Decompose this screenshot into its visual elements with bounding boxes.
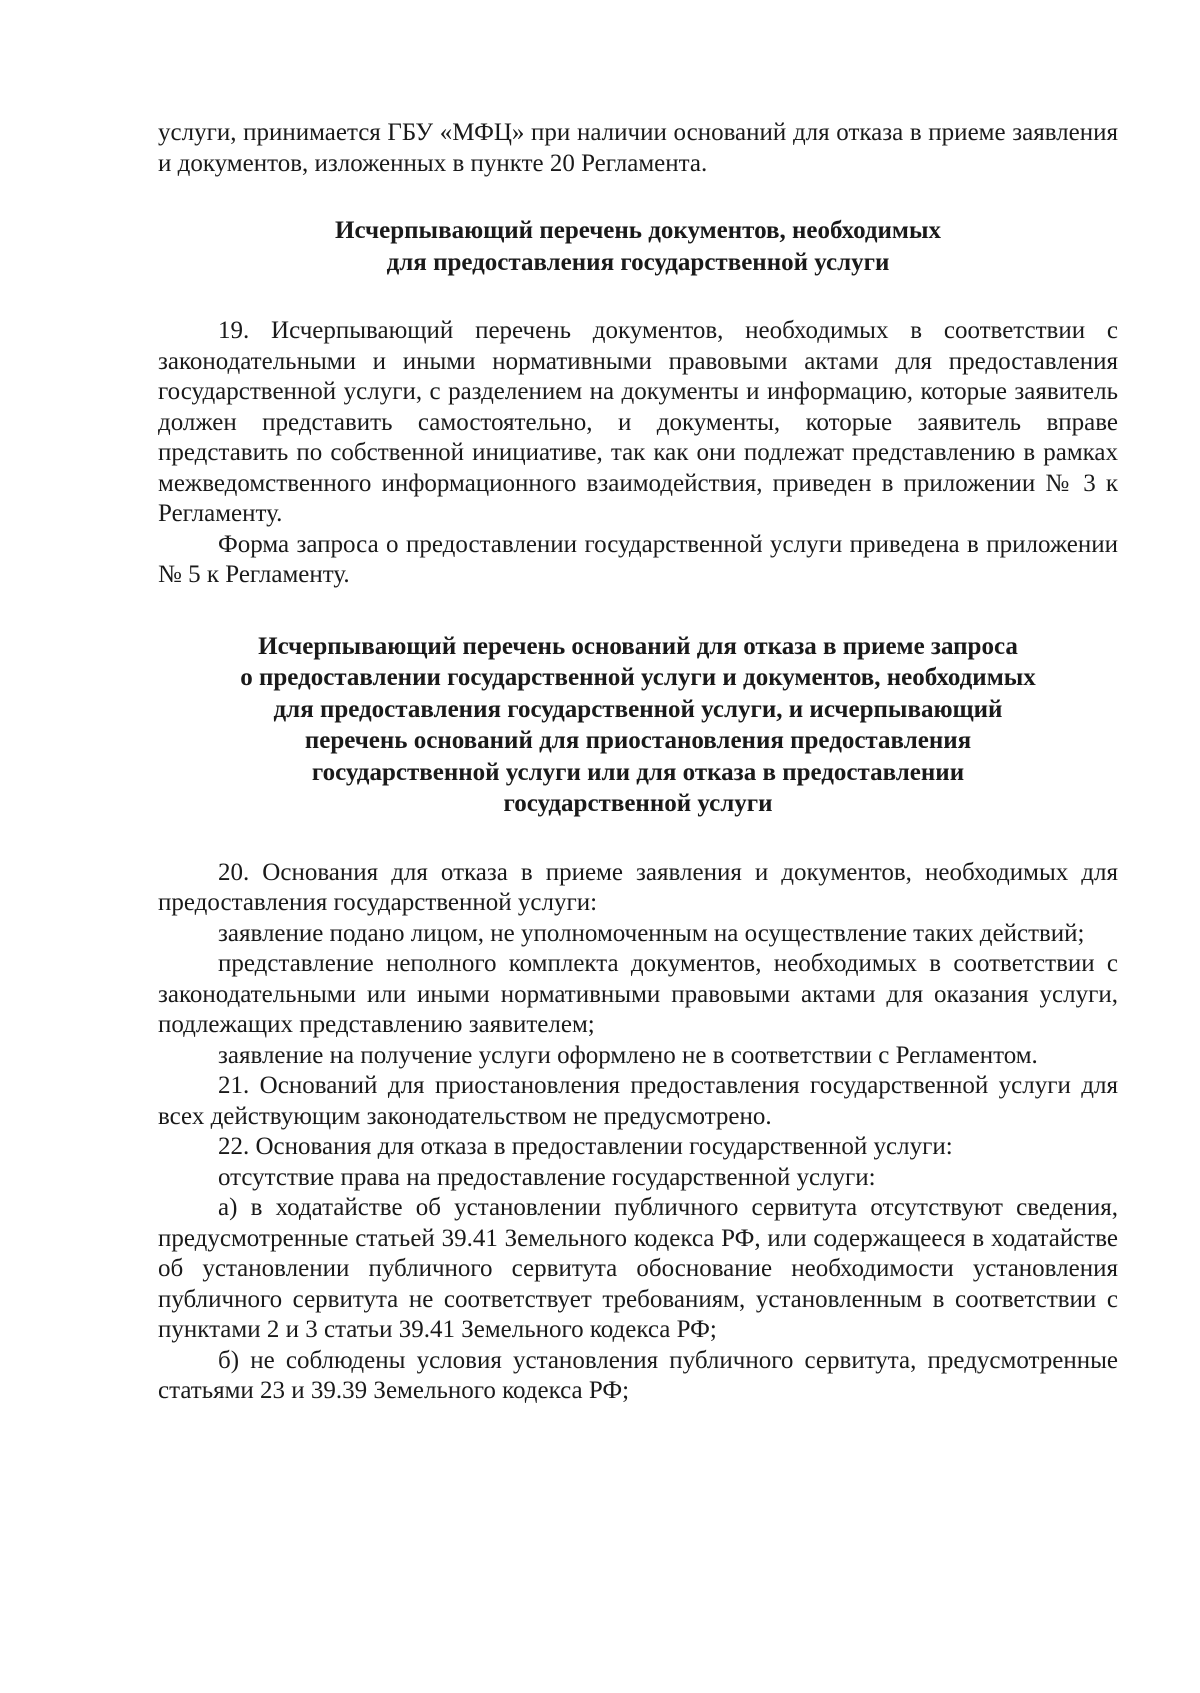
list-item-a: а) в ходатайстве об установлении публичного сервитута отсутствуют сведения, предусмотренные статьей 39.41 Земельного кодекса РФ, или содержащееся в ходатайстве об установлении публичного сервитута обоснование необходимости установления публичного сервитута не соответствует требованиям, установленным в соответствии с пунктами 2 и 3 статьи 39.41 Земельного кодекса РФ; bbox=[158, 1194, 1118, 1343]
section-heading-documents-list bbox=[158, 215, 1118, 278]
heading-line: государственной услуги bbox=[503, 790, 773, 817]
section-body-documents-list bbox=[158, 316, 1118, 591]
paragraph-20: 20. Основания для отказа в приеме заявления и документов, необходимых для предоставления государственной услуги: bbox=[158, 858, 1118, 916]
list-item: отсутствие права на предоставление государственной услуги: bbox=[218, 1163, 876, 1191]
section-heading-refusal-grounds bbox=[158, 631, 1118, 820]
list-item-b: б) не соблюдены условия установления публичного сервитута, предусмотренные статьями 23 и 39.39 Земельного кодекса РФ; bbox=[158, 1346, 1118, 1404]
heading-line: Исчерпывающий перечень документов, необходимых bbox=[335, 217, 941, 244]
paragraph-19: 19. Исчерпывающий перечень документов, необходимых в соответствии с законодательными и иными нормативными правовыми актами для предоставления государственной услуги, с разделением на документы и информацию, которые заявитель должен представить самостоятельно, и документы, которые заявитель вправе представить по собственной инициативе, так как они подлежат представлению в рамках межведомственного информационного взаимодействия, приведен в приложении № 3 к Регламенту. bbox=[158, 317, 1118, 527]
document-page bbox=[158, 118, 1118, 1407]
heading-line: государственной услуги или для отказа в предоставлении bbox=[311, 758, 965, 786]
list-item: представление неполного комплекта документов, необходимых в соответствии с законодательными или иными нормативными правовыми актами для оказания услуги, подлежащих представлению заявителем; bbox=[158, 950, 1118, 1038]
heading-line: о предоставлении государственной услуги и документов, необходимых bbox=[240, 664, 1036, 691]
list-item: заявление на получение услуги оформлено не в соответствии с Регламентом. bbox=[218, 1041, 1038, 1069]
list-item: заявление подано лицом, не уполномоченным на осуществление таких действий; bbox=[218, 919, 1085, 947]
heading-line: для предоставления государственной услуги bbox=[386, 248, 890, 276]
section-body-refusal-grounds bbox=[158, 858, 1118, 1407]
heading-line: Исчерпывающий перечень оснований для отказа в приеме запроса bbox=[258, 632, 1018, 660]
paragraph-22: 22. Основания для отказа в предоставлении государственной услуги: bbox=[218, 1133, 953, 1160]
paragraph-21: 21. Оснований для приостановления предоставления государственной услуги для всех действующим законодательством не предусмотрено. bbox=[158, 1072, 1118, 1130]
intro-paragraph: услуги, принимается ГБУ «МФЦ» при наличии оснований для отказа в приеме заявления и документов, изложенных в пункте 20 Регламента. bbox=[158, 119, 1118, 177]
heading-line: для предоставления государственной услуги, и исчерпывающий bbox=[273, 695, 1003, 723]
heading-line: перечень оснований для приостановления предоставления bbox=[304, 727, 972, 754]
paragraph-request-form: Форма запроса о предоставлении государственной услуги приведена в приложении № 5 к Регламенту. bbox=[158, 530, 1118, 588]
